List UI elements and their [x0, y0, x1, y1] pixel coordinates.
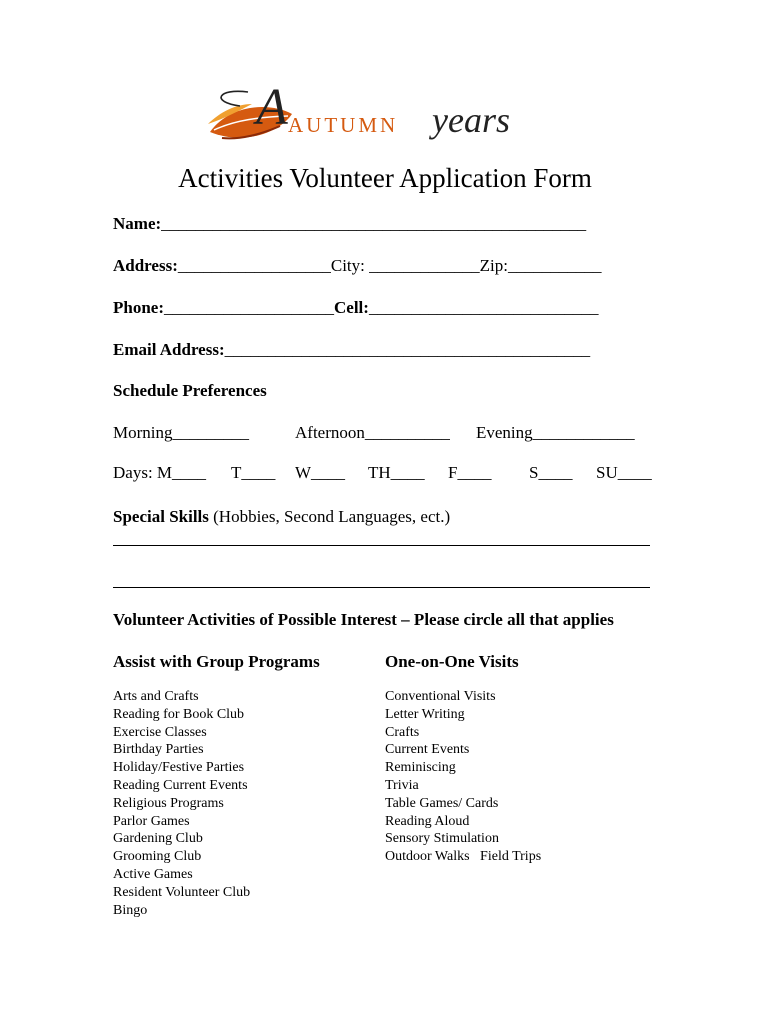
skills-row — [113, 506, 450, 528]
email-field[interactable]: ___________________________________________ — [224, 340, 591, 359]
cell-label: Cell: — [334, 298, 369, 317]
list-item[interactable]: Reminiscing — [385, 760, 456, 776]
list-item[interactable]: Active Games — [113, 866, 193, 882]
list-item[interactable]: Outdoor Walks Field Trips — [385, 849, 542, 865]
day-monday[interactable]: Days: M____ — [113, 463, 207, 482]
evening-option[interactable]: Evening____________ — [476, 423, 635, 442]
name-label: Name: — [113, 214, 162, 233]
list-item[interactable]: Current Events — [385, 742, 470, 758]
logo-initial: A — [256, 84, 288, 136]
list-item[interactable]: Birthday Parties — [113, 742, 204, 758]
list-item[interactable]: Trivia — [385, 777, 419, 793]
address-label: Address: — [113, 256, 178, 275]
list-item[interactable]: Table Games/ Cards — [385, 795, 499, 811]
autumn-years-logo — [200, 84, 530, 154]
afternoon-option[interactable]: Afternoon__________ — [295, 423, 450, 442]
page-title: Activities Volunteer Application Form — [178, 163, 592, 193]
list-item[interactable]: Sensory Stimulation — [385, 831, 499, 847]
morning-option[interactable]: Morning_________ — [113, 423, 249, 442]
list-item[interactable]: Resident Volunteer Club — [113, 884, 251, 900]
list-item[interactable]: Exercise Classes — [113, 724, 207, 740]
cell-field[interactable]: ___________________________ — [368, 298, 599, 317]
list-item[interactable]: Arts and Crafts — [113, 689, 199, 704]
list-item[interactable]: Parlor Games — [113, 813, 190, 829]
one-on-one-list — [385, 688, 541, 866]
address-field[interactable]: __________________ — [177, 256, 331, 275]
one-on-one-heading: One-on-One Visits — [385, 652, 519, 671]
name-field[interactable]: __________________________________________________ — [161, 214, 587, 233]
phone-label: Phone: — [113, 298, 164, 317]
logo-word-years: years — [432, 100, 510, 140]
phone-row — [113, 297, 598, 319]
day-friday[interactable]: F____ — [448, 463, 492, 482]
list-item[interactable]: Letter Writing — [385, 706, 465, 722]
phone-field[interactable]: ____________________ — [164, 298, 334, 317]
activities-heading: Volunteer Activities of Possible Interest – Please circle all that applies — [113, 610, 614, 629]
zip-label: Zip: — [479, 256, 508, 275]
day-wednesday[interactable]: W____ — [295, 463, 346, 482]
email-label: Email Address: — [113, 340, 225, 359]
list-item[interactable]: Bingo — [113, 902, 148, 918]
list-item[interactable]: Grooming Club — [113, 849, 202, 865]
city-field[interactable]: _____________ — [369, 256, 480, 275]
skills-hint: (Hobbies, Second Languages, ect.) — [208, 507, 451, 526]
schedule-heading: Schedule Preferences — [113, 381, 267, 400]
list-item[interactable]: Reading Current Events — [113, 777, 248, 793]
group-programs-list — [113, 688, 250, 919]
name-row — [113, 213, 586, 235]
group-programs-heading: Assist with Group Programs — [113, 652, 320, 671]
city-label: City: — [330, 256, 370, 275]
skills-line-2[interactable] — [113, 587, 650, 588]
list-item[interactable]: Reading for Book Club — [113, 706, 245, 722]
skills-label: Special Skills — [113, 507, 209, 526]
list-item[interactable]: Reading Aloud — [385, 813, 470, 829]
address-row — [113, 255, 601, 277]
list-item[interactable]: Holiday/Festive Parties — [113, 760, 245, 776]
skills-line-1[interactable] — [113, 545, 650, 546]
day-thursday[interactable]: TH____ — [368, 463, 425, 482]
list-item[interactable]: Crafts — [385, 724, 420, 740]
list-item[interactable]: Conventional Visits — [385, 689, 496, 704]
day-saturday[interactable]: S____ — [529, 463, 573, 482]
zip-field[interactable]: ___________ — [507, 256, 602, 275]
list-item[interactable]: Gardening Club — [113, 831, 203, 847]
list-item[interactable]: Religious Programs — [113, 795, 224, 811]
email-row — [113, 339, 590, 361]
day-tuesday[interactable]: T____ — [231, 463, 276, 482]
day-sunday[interactable]: SU____ — [596, 463, 652, 482]
logo-word-autumn: AUTUMN — [288, 113, 399, 137]
